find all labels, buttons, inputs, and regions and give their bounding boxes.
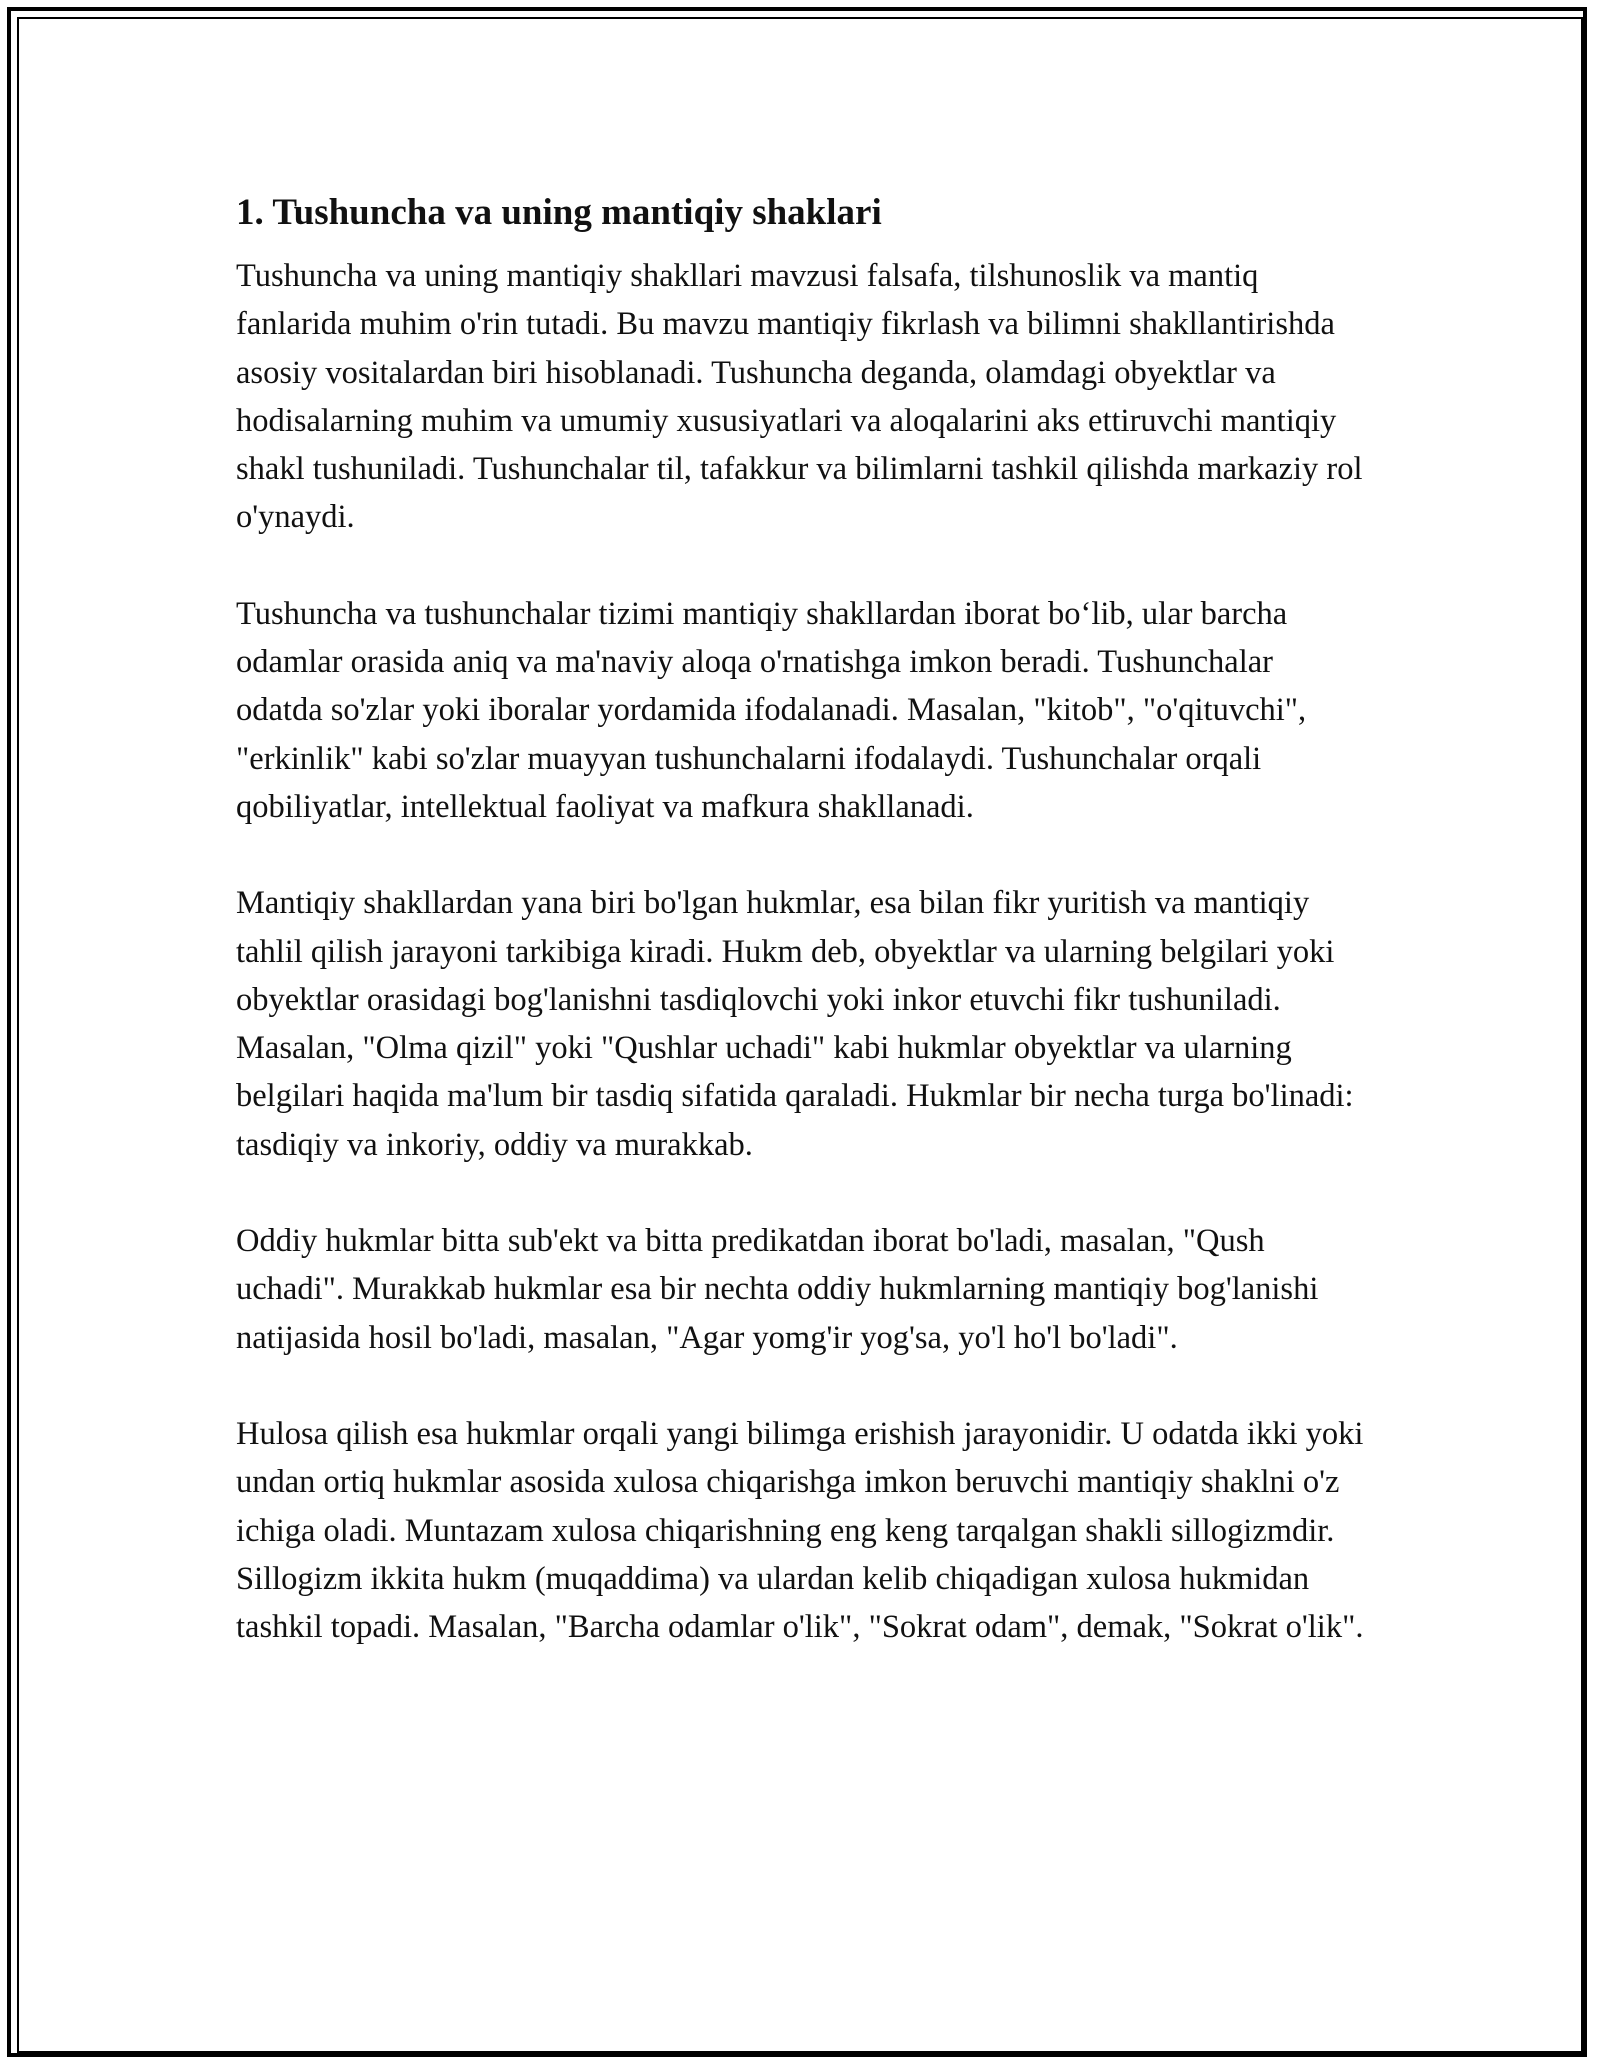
paragraph-2: Tushuncha va tushunchalar tizimi mantiqiy shakllardan iborat bo‘lib, ular barcha odamlar orasida aniq va ma'naviy aloqa o'rnatishga imkon beradi. Tushunchalar odatda so'zlar yoki iboralar yordamida ifodalanadi. Masalan, "kitob", "o'qituvchi", "erkinlik" kabi so'zlar muayyan tushunchalarni ifodalaydi. Tushunchalar orqali qobiliyatlar, intellektual faoliyat va mafkura shakllanadi. bbox=[236, 595, 1307, 825]
section-heading: 1. Tushuncha va uning mantiqiy shaklari bbox=[236, 192, 882, 233]
document-body bbox=[236, 186, 1366, 1699]
paragraph-1: Tushuncha va uning mantiqiy shakllari mavzusi falsafa, tilshunoslik va mantiq fanlarida muhim o'rin tutadi. Bu mavzu mantiqiy fikrlash va bilimni shakllantirishda asosiy vositalardan biri hisoblanadi. Tushuncha deganda, olamdagi obyektlar va hodisalarning muhim va umumiy xususiyatlari va aloqalarini aks ettiruvchi mantiqiy shakl tushuniladi. Tushunchalar til, tafakkur va bilimlarni tashkil qilishda markaziy rol o'ynaydi. bbox=[236, 258, 1363, 536]
paragraph-5: Hulosa qilish esa hukmlar orqali yangi bilimga erishish jarayonidir. U odatda ikki yoki undan ortiq hukmlar asosida xulosa chiqarishga imkon beruvchi mantiqiy shaklni o'z ichiga oladi. Muntazam xulosa chiqarishning eng keng tarqalgan shakli sillogizmdir. Sillogizm ikkita hukm (muqaddima) va ulardan kelib chiqadigan xulosa hukmidan tashkil topadi. Masalan, "Barcha odamlar o'lik", "Sokrat odam", demak, "Sokrat o'lik". bbox=[236, 1415, 1364, 1646]
paragraph-3: Mantiqiy shakllardan yana biri bo'lgan hukmlar, esa bilan fikr yuritish va mantiqiy tahlil qilish jarayoni tarkibiga kiradi. Hukm deb, obyektlar va ularning belgilari yoki obyektlar orasidagi bog'lanishni tasdiqlovchi yoki inkor etuvchi fikr tushuniladi. Masalan, "Olma qizil" yoki "Qushlar uchadi" kabi hukmlar obyektlar va ularning belgilari haqida ma'lum bir tasdiq sifatida qaraladi. Hukmlar bir necha turga bo'linadi: tasdiqiy va inkoriy, oddiy va murakkab. bbox=[236, 885, 1354, 1163]
paragraph-4: Oddiy hukmlar bitta sub'ekt va bitta predikatdan iborat bo'ladi, masalan, "Qush uchadi". Murakkab hukmlar esa bir nechta oddiy hukmlarning mantiqiy bog'lanishi natijasida hosil bo'ladi, masalan, "Agar yomg'ir yog'sa, yo'l ho'l bo'ladi". bbox=[236, 1223, 1319, 1356]
